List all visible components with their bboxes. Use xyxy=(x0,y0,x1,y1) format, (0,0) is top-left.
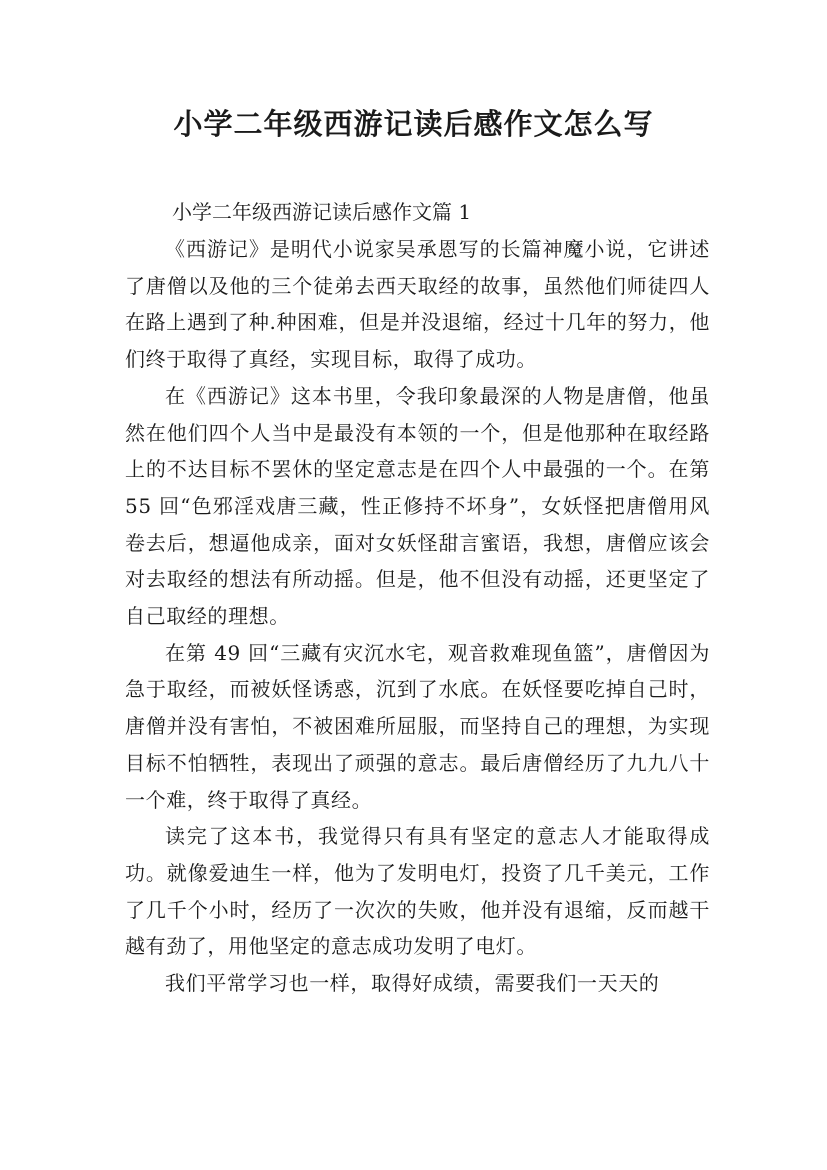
document-title: 小学二年级西游记读后感作文怎么写 xyxy=(173,107,654,141)
paragraph-3: 在第 49 回“三藏有灾沉水宅，观音救难现鱼篮”，唐僧因为急于取经，而被妖怪诱惑，沉到了水底。在妖怪要吃掉自己时，唐僧并没有害怕，不被困难所屈服，而坚持自己的理想，为实现目标不怕牺牲，表现出了顽强的意志。最后唐僧经历了九九八十一个难，终于取得了真经。 xyxy=(125,640,710,812)
paragraph-5: 我们平常学习也一样，取得好成绩，需要我们一天天的 xyxy=(165,971,660,996)
paragraph-2: 在《西游记》这本书里，令我印象最深的人物是唐僧，他虽然在他们四个人当中是最没有本领的一个，但是他那种在取经路上的不达目标不罢休的坚定意志是在四个人中最强的一个。在第 55 回“色邪淫戏唐三藏，性正修持不坏身”，女妖怪把唐僧用风卷去后，想逼他成亲，面对女妖怪甜言蜜语，我想，唐僧应该会对去取经的想法有所动摇。但是，他不但没有动摇，还更坚定了自己取经的理想。 xyxy=(125,383,710,629)
section-heading: 小学二年级西游记读后感作文篇 1 xyxy=(172,200,472,224)
paragraph-4: 读完了这本书，我觉得只有具有坚定的意志人才能取得成功。就像爱迪生一样，他为了发明电灯，投资了几千美元，工作了几千个小时，经历了一次次的失败，他并没有退缩，反而越干越有劲了，用他坚定的意志成功发明了电灯。 xyxy=(125,824,710,959)
document-body xyxy=(125,231,710,1002)
paragraph-1: 《西游记》是明代小说家吴承恩写的长篇神魔小说，它讲述了唐僧以及他的三个徒弟去西天取经的故事，虽然他们师徒四人在路上遇到了种.种困难，但是并没退缩，经过十几年的努力，他们终于取得了真经，实现目标，取得了成功。 xyxy=(125,237,710,372)
